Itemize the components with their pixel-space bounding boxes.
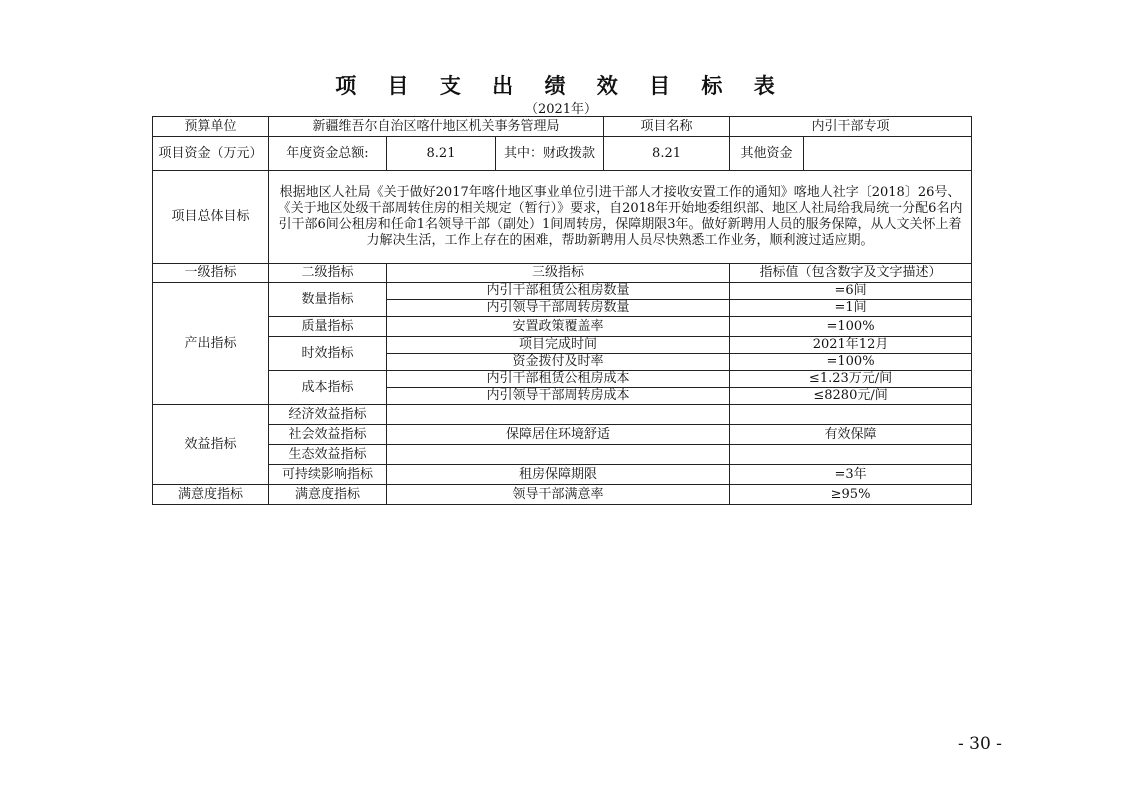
- timeliness-indicator-label: 时效指标: [269, 337, 387, 371]
- indicator-name: 租房保障期限: [387, 465, 730, 485]
- annual-total-value: 8.21: [387, 137, 496, 171]
- benefit-indicator-label: 效益指标: [153, 405, 269, 485]
- indicator-value: =3年: [730, 465, 972, 485]
- indicator-value: 有效保障: [730, 425, 972, 445]
- cost-indicator-label: 成本指标: [269, 371, 387, 405]
- indicator-name: 保障居住环境舒适: [387, 425, 730, 445]
- indicator-value: ≤8280元/间: [730, 388, 972, 405]
- goal-label: 项目总体目标: [153, 171, 269, 264]
- performance-target-table: [152, 116, 972, 505]
- table-row: [153, 337, 972, 354]
- fiscal-fund-value: 8.21: [604, 137, 730, 171]
- unit-label: 预算单位: [153, 117, 269, 137]
- table-row: [153, 445, 972, 465]
- col-level2: 二级指标: [269, 264, 387, 283]
- indicator-name: 内引干部租赁公租房数量: [387, 283, 730, 300]
- indicator-name: 内引领导干部周转房数量: [387, 300, 730, 317]
- table-row: [153, 371, 972, 388]
- indicator-name: 资金拨付及时率: [387, 354, 730, 371]
- indicator-name: 安置政策覆盖率: [387, 317, 730, 337]
- sustainable-impact-label: 可持续影响指标: [269, 465, 387, 485]
- quality-indicator-label: 质量指标: [269, 317, 387, 337]
- economic-benefit-label: 经济效益指标: [269, 405, 387, 425]
- indicator-value: 2021年12月: [730, 337, 972, 354]
- table-row: [153, 264, 972, 283]
- table-row: [153, 283, 972, 300]
- social-benefit-label: 社会效益指标: [269, 425, 387, 445]
- page-number: - 30 -: [958, 734, 1002, 754]
- indicator-value: =6间: [730, 283, 972, 300]
- output-indicator-label: 产出指标: [153, 283, 269, 405]
- indicator-name: [387, 445, 730, 465]
- fiscal-fund-label: 其中：财政拨款: [496, 137, 604, 171]
- fund-label: 项目资金（万元）: [153, 137, 269, 171]
- goal-text: 根据地区人社局《关于做好2017年喀什地区事业单位引进干部人才接收安置工作的通知》喀地人社字〔2018〕26号、《关于地区处级干部周转住房的相关规定（暂行）》要求，自2018年开始地委组织部、地区人社局给我局统一分配6名内引干部6间公租房和任命1名领导干部（副处）1间周转房，保障期限3年。做好新聘用人员的服务保障，从人文关怀上着力解决生活，工作上存在的困难，帮助新聘用人员尽快熟悉工作业务，顺利渡过适应期。: [269, 171, 972, 264]
- indicator-value: [730, 445, 972, 465]
- quantity-indicator-label: 数量指标: [269, 283, 387, 317]
- project-name-label: 项目名称: [604, 117, 730, 137]
- indicator-name: 内引领导干部周转房成本: [387, 388, 730, 405]
- project-name-value: 内引干部专项: [730, 117, 972, 137]
- table-row: [153, 425, 972, 445]
- indicator-name: 项目完成时间: [387, 337, 730, 354]
- col-value: 指标值（包含数字及文字描述）: [730, 264, 972, 283]
- ecological-benefit-label: 生态效益指标: [269, 445, 387, 465]
- table-row: [153, 171, 972, 264]
- table-row: [153, 485, 972, 505]
- col-level1: 一级指标: [153, 264, 269, 283]
- annual-total-label: 年度资金总额:: [269, 137, 387, 171]
- indicator-name: 内引干部租赁公租房成本: [387, 371, 730, 388]
- other-fund-label: 其他资金: [730, 137, 804, 171]
- indicator-name: 领导干部满意率: [387, 485, 730, 505]
- table-row: [153, 405, 972, 425]
- year-subtitle: （2021年）: [524, 102, 598, 117]
- satisfaction-sub-label: 满意度指标: [269, 485, 387, 505]
- indicator-value: =100%: [730, 354, 972, 371]
- unit-value: 新疆维吾尔自治区喀什地区机关事务管理局: [269, 117, 604, 137]
- indicator-value: ≤1.23万元/间: [730, 371, 972, 388]
- col-level3: 三级指标: [387, 264, 730, 283]
- table-row: [153, 137, 972, 171]
- indicator-value: [730, 405, 972, 425]
- table-row: [153, 465, 972, 485]
- page-title: 项 目 支 出 绩 效 目 标 表: [335, 73, 787, 98]
- indicator-value: ≥95%: [730, 485, 972, 505]
- table-row: [153, 317, 972, 337]
- table-row: [153, 117, 972, 137]
- other-fund-value: [804, 137, 972, 171]
- indicator-name: [387, 405, 730, 425]
- indicator-value: =1间: [730, 300, 972, 317]
- indicator-value: =100%: [730, 317, 972, 337]
- satisfaction-indicator-label: 满意度指标: [153, 485, 269, 505]
